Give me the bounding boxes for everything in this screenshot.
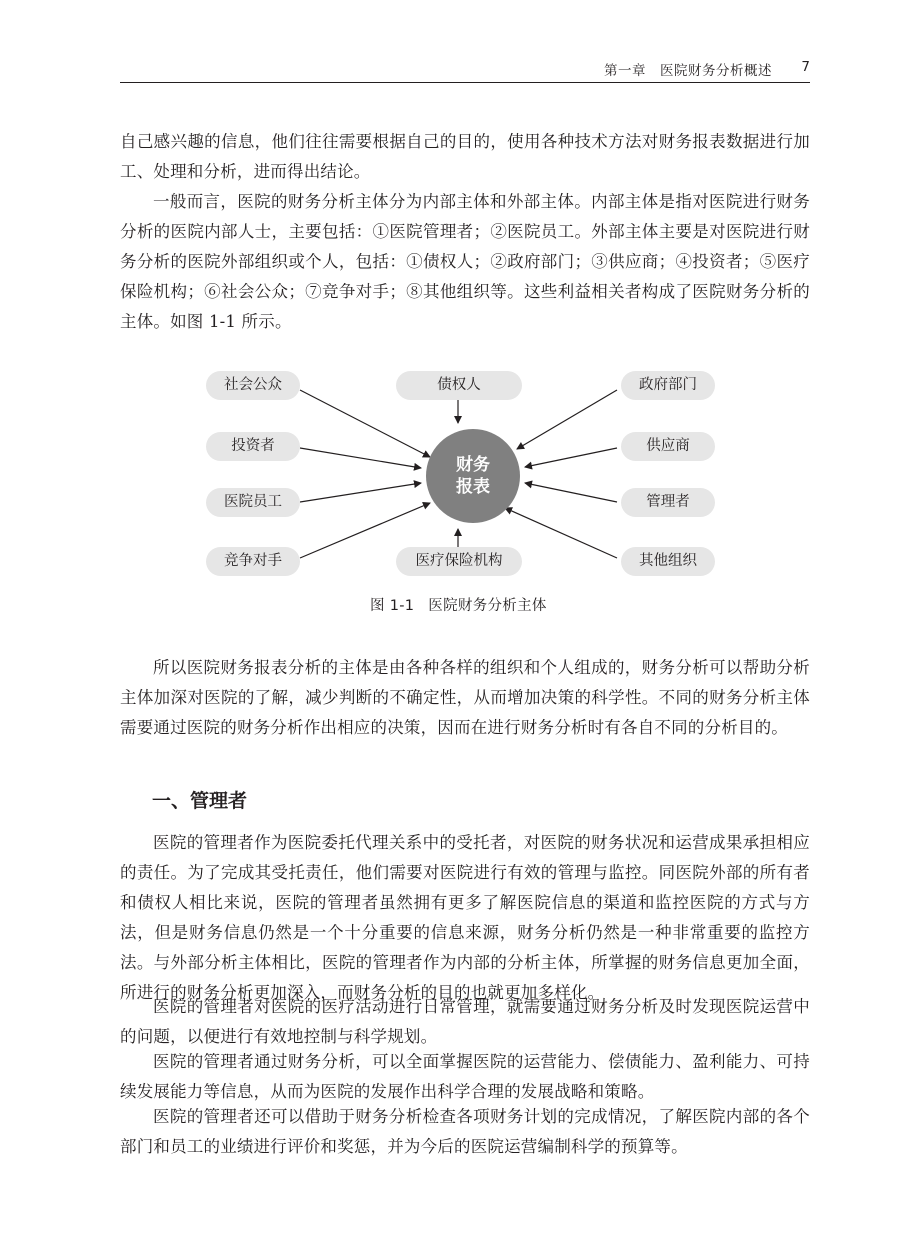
arrow-top-right: [517, 390, 617, 449]
node-government: 政府部门: [621, 371, 715, 400]
intro-paragraph-2: 一般而言，医院的财务分析主体分为内部主体和外部主体。内部主体是指对医院进行财务分析的医院内部人士，主要包括：①医院管理者；②医院员工。外部主体主要是对医院进行财务分析的医院外部组织或个人，包括：①债权人；②政府部门；③供应商；④投资者；⑤医疗保险机构；⑥社会公众；⑦竞争对手；⑧其他组织等。这些利益相关者构成了医院财务分析的主体。如图 1-1 所示。: [120, 192, 810, 331]
arrow-top-left: [300, 390, 430, 457]
page-number: 7: [801, 59, 810, 75]
node-staff: 医院员工: [206, 488, 300, 517]
caption-title: 医院财务分析主体: [428, 598, 547, 614]
body-paragraph-5: 医院的管理者对医院的医疗活动进行日常管理，就需要通过财务分析及时发现医院运营中的问题，以便进行有效地控制与科学规划。: [120, 997, 810, 1046]
figure-caption: [370, 594, 547, 615]
section-heading-managers: 一、管理者: [152, 790, 248, 812]
running-header: [120, 58, 810, 83]
node-creditors: 债权人: [396, 371, 522, 400]
node-suppliers: 供应商: [621, 432, 715, 461]
arrow-bottom-right: [505, 508, 617, 558]
center-label-line2: 报表: [456, 477, 490, 497]
arrow-right-3: [525, 483, 617, 502]
node-public: 社会公众: [206, 371, 300, 400]
intro-paragraph-1: 自己感兴趣的信息，他们往往需要根据自己的目的，使用各种技术方法对财务报表数据进行加工、处理和分析，进而得出结论。: [120, 132, 810, 181]
arrow-right-2: [525, 448, 617, 467]
body-paragraph-3: 所以医院财务报表分析的主体是由各种各样的组织和个人组成的，财务分析可以帮助分析主体加深对医院的了解，减少判断的不确定性，从而增加决策的科学性。不同的财务分析主体需要通过医院的财务分析作出相应的决策，因而在进行财务分析时有各自不同的分析目的。: [120, 658, 810, 737]
caption-number: 图 1-1: [370, 598, 415, 614]
node-investors: 投资者: [206, 432, 300, 461]
arrow-left-2: [300, 448, 421, 468]
center-label-line1: 财务: [456, 455, 490, 475]
node-insurers: 医疗保险机构: [396, 547, 522, 576]
financial-statements-node: [426, 429, 520, 523]
body-paragraph-4: 医院的管理者作为医院委托代理关系中的受托者，对医院的财务状况和运营成果承担相应的责任。为了完成其受托责任，他们需要对医院进行有效的管理与监控。同医院外部的所有者和债权人相比来说，医院的管理者虽然拥有更多了解医院信息的渠道和监控医院的方式与方法，但是财务信息仍然是一个十分重要的信息来源，财务分析仍然是一种非常重要的监控方法。与外部分析主体相比，医院的管理者作为内部的分析主体，所掌握的财务信息更加全面，所进行的财务分析更加深入，而财务分析的目的也就更加多样化。: [120, 833, 810, 1002]
arrow-left-3: [300, 483, 421, 502]
node-managers: 管理者: [621, 488, 715, 517]
chapter-title: 第一章 医院财务分析概述: [604, 63, 772, 79]
node-competitors: 竞争对手: [206, 547, 300, 576]
body-paragraph-7: 医院的管理者还可以借助于财务分析检查各项财务计划的完成情况，了解医院内部的各个部门和员工的业绩进行评价和奖惩，并为今后的医院运营编制科学的预算等。: [120, 1107, 810, 1156]
node-other: 其他组织: [621, 547, 715, 576]
body-paragraph-6: 医院的管理者通过财务分析，可以全面掌握医院的运营能力、偿债能力、盈利能力、可持续发展能力等信息，从而为医院的发展作出科学合理的发展战略和策略。: [120, 1052, 810, 1101]
